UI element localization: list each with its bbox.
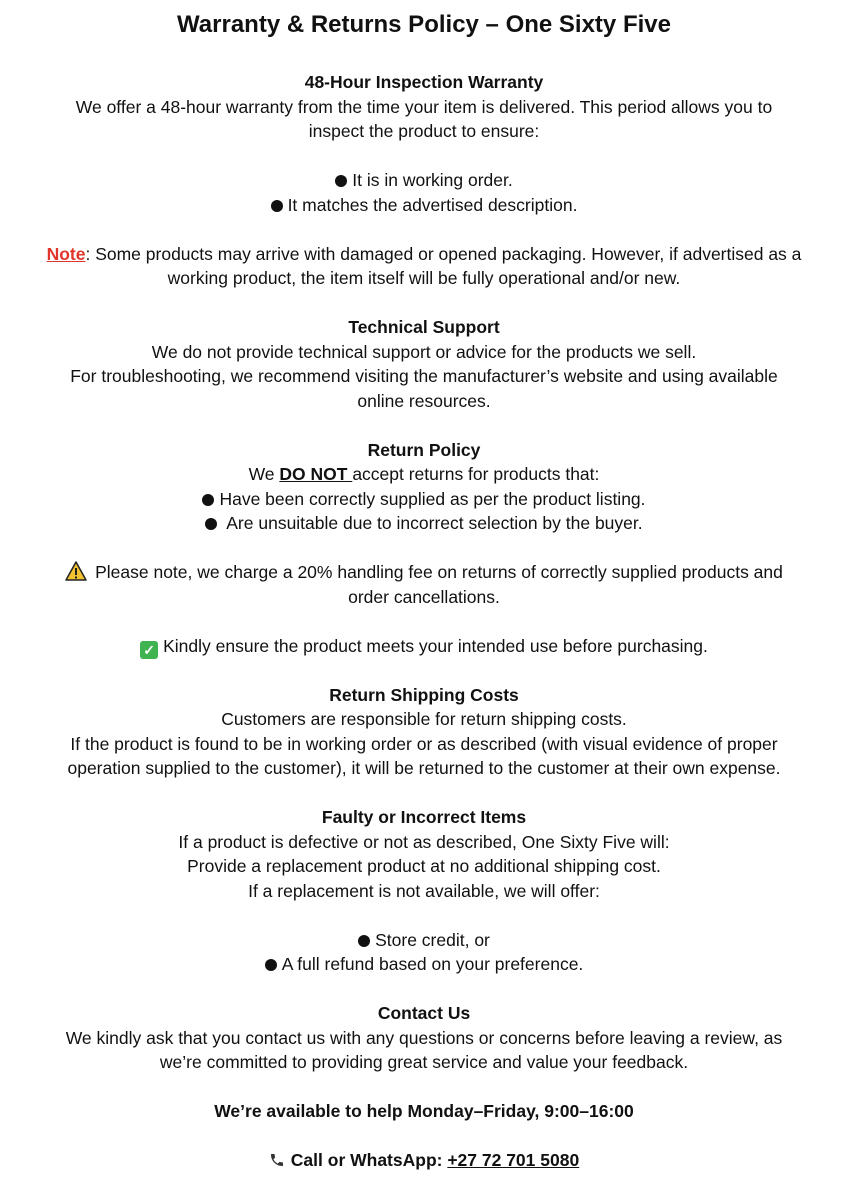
support-heading: Technical Support <box>348 317 500 337</box>
shipping-heading: Return Shipping Costs <box>329 684 519 705</box>
faulty-text: If a product is defective or not as described, One Sixty Five will: <box>178 831 670 852</box>
note-label: Note <box>46 243 86 264</box>
shipping-text: operation supplied to the customer), it will be returned to the customer at their own expense. <box>67 758 781 778</box>
bullet-icon <box>358 935 370 947</box>
bullet-icon <box>205 518 217 530</box>
phone-icon <box>269 1152 285 1168</box>
returns-intro-text: accept returns for products that: <box>352 464 600 484</box>
bullet-icon <box>202 494 214 506</box>
bullet-text: Are unsuitable due to incorrect selection by the buyer. <box>222 513 643 533</box>
list-item <box>0 193 848 218</box>
contact-phone-line <box>0 1148 848 1173</box>
bullet-icon <box>335 175 347 187</box>
warning-text: Please note, we charge a 20% handling fee on returns of correctly supplied products and <box>95 562 783 582</box>
returns-intro <box>0 462 848 487</box>
warning-text: order cancellations. <box>348 586 500 607</box>
check-text: Kindly ensure the product meets your intended use before purchasing. <box>163 635 708 656</box>
check-line <box>0 634 848 659</box>
shipping-text: Customers are responsible for return shipping costs. <box>221 709 627 729</box>
phone-label: Call or WhatsApp: <box>290 1150 448 1170</box>
faulty-text: Provide a replacement product at no additional shipping cost. <box>187 856 661 876</box>
bullet-text: A full refund based on your preference. <box>281 954 584 974</box>
warranty-text: We offer a 48-hour warranty from the time your item is delivered. This period allows you to <box>75 96 773 117</box>
faulty-text: If a replacement is not available, we will offer: <box>248 880 600 901</box>
bullet-icon <box>271 200 283 212</box>
bullet-text: It matches the advertised description. <box>287 194 578 215</box>
note-text: : Some products may arrive with damaged or opened packaging. However, if advertised as a <box>85 243 802 264</box>
contact-text: we’re committed to providing great service and value your feedback. <box>159 1052 689 1072</box>
warning-icon <box>65 561 87 581</box>
contact-heading: Contact Us <box>377 1003 471 1023</box>
page-title: Warranty & Returns Policy – One Sixty Five <box>177 11 671 38</box>
shipping-text: If the product is found to be in working order or as described (with visual evidence of proper <box>70 733 778 754</box>
support-text: online resources. <box>357 390 491 411</box>
list-item <box>0 487 848 512</box>
bullet-text: Store credit, or <box>375 929 490 950</box>
bullet-text: It is in working order. <box>352 170 513 190</box>
bullet-text: Have been correctly supplied as per the product listing. <box>219 488 646 509</box>
warning-line <box>0 560 848 585</box>
support-text: We do not provide technical support or advice for the products we sell. <box>151 341 697 362</box>
list-item <box>0 928 848 953</box>
faulty-heading: Faulty or Incorrect Items <box>321 807 527 827</box>
list-item <box>0 511 848 536</box>
contact-text: We kindly ask that you contact us with any questions or concerns before leaving a review, as <box>65 1027 783 1048</box>
warranty-text: inspect the product to ensure: <box>308 121 540 141</box>
returns-heading: Return Policy <box>367 439 481 460</box>
list-item <box>0 168 848 193</box>
returns-intro-text: We <box>248 464 280 484</box>
phone-number-link[interactable]: +27 72 701 5080 <box>447 1150 580 1170</box>
list-item <box>0 952 848 977</box>
warranty-heading: 48-Hour Inspection Warranty <box>304 72 544 92</box>
note-text: working product, the item itself will be fully operational and/or new. <box>167 268 681 288</box>
policy-document <box>0 70 848 1173</box>
bullet-icon <box>265 959 277 971</box>
contact-hours: We’re available to help Monday–Friday, 9:00–16:00 <box>214 1101 634 1121</box>
check-mark-icon: ✓ <box>140 641 158 659</box>
returns-emphasis: DO NOT <box>279 464 353 484</box>
support-text: For troubleshooting, we recommend visiting the manufacturer’s website and using available <box>70 366 778 386</box>
note-line <box>0 242 848 267</box>
